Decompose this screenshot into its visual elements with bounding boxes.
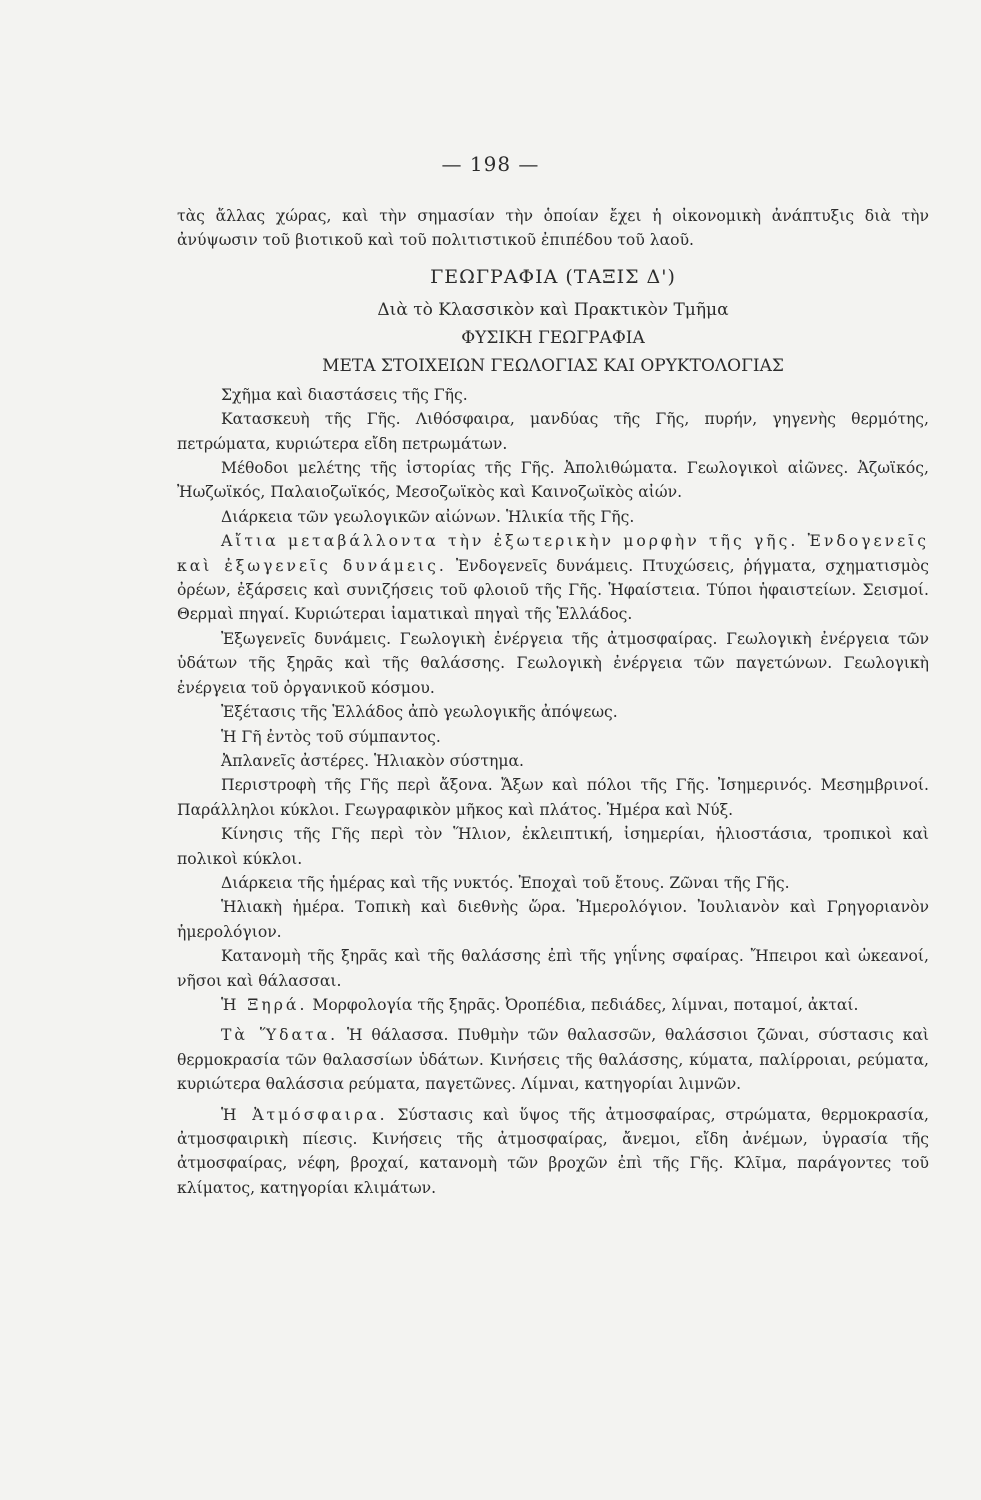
paragraph: Τὰ Ὕδατα. Ἡ θάλασσα. Πυθμὴν τῶν θαλασσῶν, θαλάσσιοι ζῶναι, σύστασις καὶ θερμοκρασία τῶν θαλασσίων ὑδάτων. Κινήσεις τῆς θαλάσσης, κύματα, παλίρροιαι, ρεύματα, κυριώτερα θαλάσσια ρεύματα, παγετῶνες. Λίμναι, κατηγορίαι λιμνῶν. [177,1026,929,1094]
spaced-lead: Τὰ Ὕδατα. [221,1026,339,1045]
paragraph: Ἐξέτασις τῆς Ἑλλάδος ἀπὸ γεωλογικῆς ἀπόψεως. [221,703,618,722]
paragraph: Ἐξωγενεῖς δυνάμεις. Γεωλογικὴ ἐνέργεια τῆς ἀτμοσφαίρας. Γεωλογικὴ ἐνέργεια τῶν ὑδάτων τῆς ξηρᾶς καὶ τῆς θαλάσσης. Γεωλογικὴ ἐνέργεια τῶν παγετώνων. Γεωλογικὴ ἐνέργεια τοῦ ὀργανικοῦ κόσμου. [177,629,929,697]
page-number: — 198 — [441,152,540,176]
section-heading: ΦΥΣΙΚΗ ΓΕΩΓΡΑΦΙΑ [461,327,645,348]
section-title: ΓΕΩΓΡΑΦΙΑ (ΤΑΞΙΣ Δ') [430,265,676,288]
subsection-heading: ΜΕΤΑ ΣΤΟΙΧΕΙΩΝ ΓΕΩΛΟΓΙΑΣ ΚΑΙ ΟΡΥΚΤΟΛΟΓΙΑΣ [322,355,784,376]
paragraph: Ἡλιακὴ ἡμέρα. Τοπικὴ καὶ διεθνὴς ὥρα. Ἡμερολόγιον. Ἰουλιανὸν καὶ Γρηγοριανὸν ἡμερολόγιον. [177,898,929,941]
spaced-lead: Ἡ Ἀτμόσφαιρα. [221,1105,388,1124]
paragraph: Κατανομὴ τῆς ξηρᾶς καὶ τῆς θαλάσσης ἐπὶ τῆς γηΐνης σφαίρας. Ἤπειροι καὶ ὠκεανοί, νῆσοι καὶ θάλασσαι. [177,947,929,990]
intro-paragraph: τὰς ἄλλας χώρας, καὶ τὴν σημασίαν τὴν ὁποίαν ἔχει ἡ οἰκονομικὴ ἀνάπτυξις διὰ τὴν ἀνύψωσιν τοῦ βιοτικοῦ καὶ τοῦ πολιτιστικοῦ ἐπιπέδου τοῦ λαοῦ. [177,207,929,250]
paragraph: Ἡ Ἀτμόσφαιρα. Σύστασις καὶ ὕψος τῆς ἀτμοσφαίρας, στρώματα, θερμοκρασία, ἀτμοσφαιρικὴ πίεσις. Κινήσεις τῆς ἀτμοσφαίρας, ἄνεμοι, εἴδη ἀνέμων, ὑγρασία τῆς ἀτμοσφαίρας, νέφη, βροχαί, κατανομὴ τῶν βροχῶν ἐπὶ τῆς Γῆς. Κλῖμα, παράγοντες τοῦ κλίματος, κατηγορίαι κλιμάτων. [177,1105,929,1197]
paragraph: Ἡ Ξηρά. Μορφολογία τῆς ξηρᾶς. Ὀροπέδια, πεδιάδες, λίμναι, ποταμοί, ἀκταί. [221,995,859,1014]
paragraph: Μέθοδοι μελέτης τῆς ἱστορίας τῆς Γῆς. Ἀπολιθώματα. Γεωλογικοὶ αἰῶνες. Ἀζωϊκός, Ἠωζωϊκός, Παλαιοζωϊκός, Μεσοζωϊκὸς καὶ Καινοζωϊκὸς αἰών. [177,459,929,502]
paragraph: Ἀπλανεῖς ἀστέρες. Ἡλιακὸν σύστημα. [221,751,524,770]
paragraph: Αἴτια μεταβάλλοντα τὴν ἐξωτερικὴν μορφὴν τῆς γῆς. Ἐνδογενεῖς καὶ ἐξωγενεῖς δυνάμεις. Ἐνδογενεῖς δυνάμεις. Πτυχώσεις, ῥήγματα, σχηματισμὸς ὀρέων, ἐξάρσεις καὶ συνιζήσεις τοῦ φλοιοῦ τῆς Γῆς. Ἡφαίστεια. Τύποι ἡφαιστείων. Σεισμοί. Θερμαὶ πηγαί. Κυριώτεραι ἰαματικαὶ πηγαὶ τῆς Ἑλλάδος. [177,532,929,624]
spaced-lead: Αἴτια μεταβάλλοντα τὴν ἐξωτερικὴν μορφὴν τῆς γῆς. Ἐνδογενεῖς καὶ ἐξωγενεῖς δυνάμεις. [177,532,929,575]
document-body [177,204,929,1200]
paragraph: Κίνησις τῆς Γῆς περὶ τὸν Ἥλιον, ἐκλειπτική, ἰσημερίαι, ἡλιοστάσια, τροπικοὶ καὶ πολικοὶ κύκλοι. [177,825,929,868]
paragraph: Ἡ Γῆ ἐντὸς τοῦ σύμπαντος. [221,727,441,746]
paragraph: Κατασκευὴ τῆς Γῆς. Λιθόσφαιρα, μανδύας τῆς Γῆς, πυρήν, γηγενὴς θερμότης, πετρώματα, κυριώτερα εἴδη πετρωμάτων. [177,410,929,453]
paragraph: Περιστροφὴ τῆς Γῆς περὶ ἄξονα. Ἄξων καὶ πόλοι τῆς Γῆς. Ἰσημερινός. Μεσημβρινοί. Παράλληλοι κύκλοι. Γεωγραφικὸν μῆκος καὶ πλάτος. Ἡμέρα καὶ Νύξ. [177,776,929,819]
section-subtitle: Διὰ τὸ Κλασσικὸν καὶ Πρακτικὸν Τμῆμα [377,299,729,320]
spaced-lead: Ἡ Ξηρά. [221,995,308,1014]
paragraph: Διάρκεια τῆς ἡμέρας καὶ τῆς νυκτός. Ἐποχαὶ τοῦ ἔτους. Ζῶναι τῆς Γῆς. [221,873,790,892]
paragraph: Διάρκεια τῶν γεωλογικῶν αἰώνων. Ἡλικία τῆς Γῆς. [221,507,635,526]
paragraph: Σχῆμα καὶ διαστάσεις τῆς Γῆς. [221,385,468,404]
